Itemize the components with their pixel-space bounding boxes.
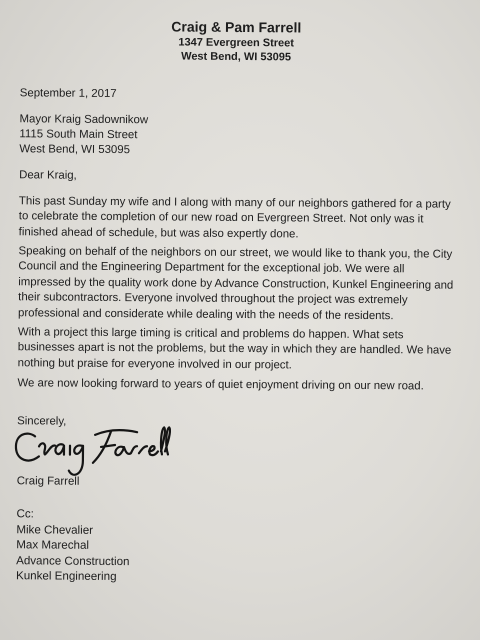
salutation: Dear Kraig, bbox=[19, 169, 77, 182]
paragraph-3 bbox=[18, 325, 458, 375]
paragraph-line: We are now looking forward to years of quiet enjoyment driving on our new road. bbox=[17, 377, 424, 393]
cc-name: Max Marechal bbox=[16, 538, 90, 553]
cc-label: Cc: bbox=[16, 507, 34, 521]
cc-name: Advance Construction bbox=[16, 554, 130, 568]
paragraph-line: Council and the Engineering Department for the exceptional job. We were all bbox=[18, 260, 405, 276]
recipient-city: West Bend, WI 53095 bbox=[19, 143, 130, 157]
signature-stroke bbox=[16, 434, 39, 461]
signature-stroke bbox=[39, 443, 55, 454]
paragraph-2 bbox=[18, 244, 459, 324]
signature-stroke bbox=[139, 446, 147, 453]
paragraph-line: businesses apart is not the problems, but the way in which they are handled. We have bbox=[17, 341, 452, 358]
closing: Sincerely, bbox=[17, 415, 67, 428]
paragraph-line: This past Sunday my wife and I along with many of our neighbors gathered for a party bbox=[18, 195, 451, 211]
recipient-street: 1115 South Main Street bbox=[19, 128, 138, 142]
cc-block bbox=[16, 506, 130, 585]
sender-street: 1347 Evergreen Street bbox=[178, 36, 295, 50]
paragraph-line: Speaking on behalf of the neighbors on our street, we would like to thank you, the City bbox=[18, 245, 453, 261]
paragraph-4 bbox=[17, 376, 457, 395]
signature-stroke bbox=[95, 430, 137, 435]
paragraph-line: With a project this large timing is critical and problems do happen. What sets bbox=[17, 326, 404, 342]
paragraph-1 bbox=[19, 194, 459, 244]
letter-date: September 1, 2017 bbox=[19, 87, 117, 101]
sender-city: West Bend, WI 53095 bbox=[181, 50, 292, 64]
sender-name: Craig & Pam Farrell bbox=[171, 18, 302, 36]
paragraph-line: impressed by the quality work done by Advance Construction, Kunkel Engineering and bbox=[18, 276, 454, 292]
signature-stroke bbox=[115, 446, 137, 455]
signature-stroke bbox=[101, 445, 115, 447]
paragraph-line: nothing but praise for everyone involved in our project. bbox=[17, 357, 292, 372]
signature-stroke bbox=[149, 446, 158, 455]
paragraph-line: professional and considerate while dealing with the needs of the residents. bbox=[18, 306, 394, 322]
cc-name: Kunkel Engineering bbox=[15, 569, 117, 584]
letterhead bbox=[0, 16, 476, 66]
signer-name: Craig Farrell bbox=[16, 475, 80, 488]
paragraph-line: their subcontractors. Everyone involved throughout the project was extremely bbox=[18, 291, 408, 307]
signature-stroke bbox=[55, 444, 64, 454]
recipient-name: Mayor Kraig Sadownikow bbox=[19, 113, 149, 127]
paragraph-line: to celebrate the completion of our new road on Evergreen Street. Not only was it bbox=[18, 210, 424, 226]
paragraph-line: finished ahead of schedule, but was also expertly done. bbox=[18, 226, 299, 241]
cc-name: Mike Chevalier bbox=[16, 522, 94, 537]
